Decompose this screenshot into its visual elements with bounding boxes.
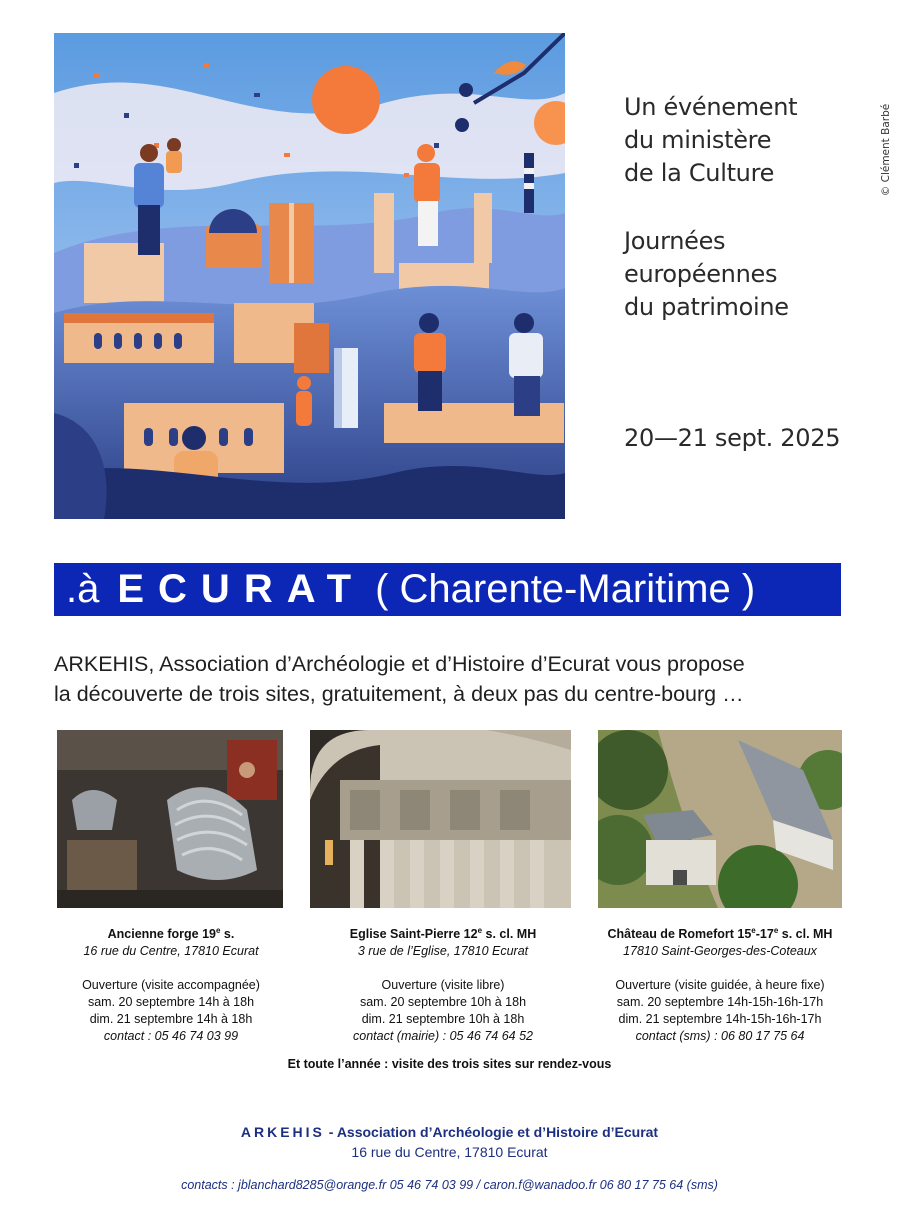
site-title: Eglise Saint-Pierre 12e s. cl. MH: [349, 926, 537, 942]
footer-org-name: - Association d’Archéologie et d’Histoire d’Ecurat: [324, 1124, 659, 1140]
banner-town: ECURAT: [117, 567, 366, 611]
site-opening: Ouverture (visite libre): [381, 978, 505, 993]
event-line: du ministère: [624, 126, 772, 154]
site-address: 16 rue du Centre, 17810 Ecurat: [83, 944, 259, 959]
site-forge: [26, 922, 316, 1045]
event-line: de la Culture: [624, 159, 775, 187]
castle-photo: [598, 730, 842, 908]
site-title: Ancienne forge 19e s.: [107, 926, 235, 942]
site-church: [298, 922, 588, 1045]
site-day: dim. 21 septembre 14h à 18h: [89, 1012, 253, 1027]
town-banner: [54, 563, 841, 616]
site-day: sam. 20 septembre 10h à 18h: [359, 995, 527, 1010]
site-day: sam. 20 septembre 14h-15h-16h-17h: [616, 995, 824, 1010]
intro-line: ARKEHIS, Association d’Archéologie et d’Histoire d’Ecurat vous propose: [54, 652, 745, 676]
event-line: Un événement: [624, 93, 798, 121]
footer-abbr: ARKEHIS: [240, 1124, 325, 1140]
event-line: du patrimoine: [624, 293, 789, 321]
forge-photo: [57, 730, 283, 908]
site-opening: Ouverture (visite guidée, à heure fixe): [615, 978, 825, 993]
image-credit: © Clément Barbé: [880, 103, 892, 197]
site-contact: contact : 05 46 74 03 99: [103, 1029, 239, 1044]
site-day: sam. 20 septembre 14h à 18h: [87, 995, 255, 1010]
intro-text: [54, 649, 874, 709]
site-title: Château de Romefort 15e-17e s. cl. MH: [607, 926, 833, 942]
footer-address: 16 rue du Centre, 17810 Ecurat: [351, 1144, 548, 1160]
footer-contacts: contacts : jblanchard8285@orange.fr 05 46 74 03 99 / caron.f@wanadoo.fr 06 80 17 75 64 (sms): [181, 1178, 718, 1192]
event-name: [624, 225, 789, 324]
event-line: Journées: [624, 227, 726, 255]
site-opening: Ouverture (visite accompagnée): [82, 978, 260, 993]
church-photo: [310, 730, 571, 908]
site-day: dim. 21 septembre 10h à 18h: [361, 1012, 525, 1027]
site-day: dim. 21 septembre 14h-15h-16h-17h: [618, 1012, 822, 1027]
hero-illustration: [54, 33, 565, 519]
site-castle: [575, 922, 865, 1045]
site-contact: contact (mairie) : 05 46 74 64 52: [353, 1029, 533, 1044]
banner-region: ( Charente-Maritime ): [375, 567, 756, 611]
event-line: européennes: [624, 260, 778, 288]
site-address: 3 rue de l’Eglise, 17810 Ecurat: [357, 944, 529, 959]
banner-prefix: .à: [66, 567, 100, 611]
event-date: 20—21 sept. 2025: [624, 424, 841, 452]
site-address: 17810 Saint-Georges-des-Coteaux: [623, 944, 817, 959]
event-organizer: [624, 91, 797, 190]
site-contact: contact (sms) : 06 80 17 75 64: [635, 1029, 805, 1044]
year-round-note: Et toute l’année : visite des trois sites sur rendez-vous: [287, 1057, 612, 1071]
intro-line: la découverte de trois sites, gratuitement, à deux pas du centre-bourg …: [54, 682, 744, 706]
footer-organization: [0, 1124, 899, 1140]
